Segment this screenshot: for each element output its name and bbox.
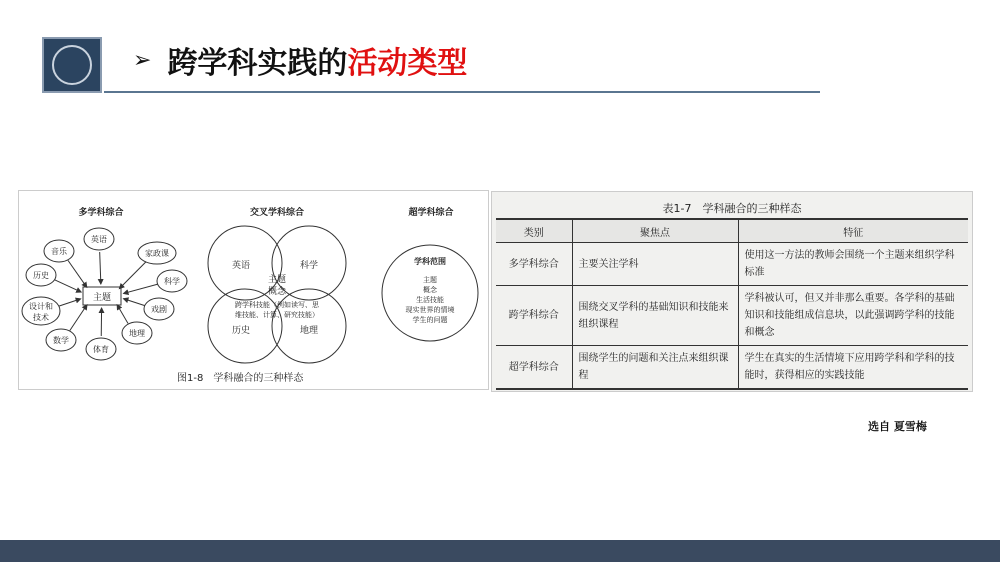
multi-subject-label: 历史 <box>33 271 49 280</box>
comparison-table <box>496 218 968 390</box>
cell-category: 跨学科综合 <box>496 286 572 346</box>
trans-heading: 超学科综合 <box>408 208 454 218</box>
school-logo <box>42 37 102 93</box>
multi-arrow <box>68 260 87 287</box>
inter-label-geography: 地理 <box>299 326 319 336</box>
multi-heading: 多学科综合 <box>78 208 124 218</box>
inter-center-theme: 主题 <box>267 275 287 285</box>
multi-arrow <box>100 252 101 284</box>
header-feature: 特征 <box>738 219 968 243</box>
multi-subject-label: 数学 <box>53 336 69 345</box>
figure-three-forms <box>18 190 489 390</box>
cell-category: 超学科综合 <box>496 346 572 390</box>
multi-arrow <box>124 284 160 294</box>
table-three-forms <box>491 191 973 392</box>
inter-skills-line2: 维技能、计算、研究技能） <box>235 311 319 319</box>
header-focus: 聚焦点 <box>572 219 738 243</box>
inter-label-science: 科学 <box>299 261 319 271</box>
trans-line-3: 生活技能 <box>416 296 444 304</box>
table-header-row <box>496 219 968 243</box>
table-row <box>496 346 968 390</box>
trans-line-1: 主题 <box>423 276 437 284</box>
title-highlight: 活动类型 <box>347 46 468 81</box>
multi-arrow <box>119 261 146 289</box>
table-title: 表1-7 学科融合的三种样态 <box>662 202 802 215</box>
source-credit: 选自 夏雪梅 <box>868 420 927 433</box>
multi-arrow <box>70 305 87 331</box>
trans-line-5: 学生的问题 <box>412 316 448 324</box>
inter-skills-line1: 跨学科技能（例如读写、思 <box>235 301 319 309</box>
multi-subject-label: 体育 <box>93 345 109 354</box>
cell-feature: 学生在真实的生活情境下应用跨学科和学科的技能时，获得相应的实践技能 <box>738 346 968 390</box>
multi-arrow <box>53 279 81 292</box>
multi-arrow <box>117 305 128 324</box>
cell-focus: 主要关注学科 <box>572 243 738 286</box>
multi-subject-label: 技术 <box>33 313 49 322</box>
trans-title: 学科范围 <box>414 257 446 266</box>
cell-focus: 围绕学生的问题和关注点来组织课程 <box>572 346 738 390</box>
trans-line-4: 现实世界的情境 <box>405 306 455 314</box>
cell-category: 多学科综合 <box>496 243 572 286</box>
arrow-bullet-icon: ➢ <box>133 47 152 73</box>
table-row <box>496 243 968 286</box>
title-main: 跨学科实践的 <box>167 46 348 81</box>
title-row <box>133 38 467 82</box>
multi-subject-label: 家政课 <box>145 249 169 258</box>
multi-subject-label: 科学 <box>164 277 180 286</box>
table-row <box>496 286 968 346</box>
multi-arrow <box>123 299 146 306</box>
cell-feature: 使用这一方法的教师会围绕一个主题来组织学科标准 <box>738 243 968 286</box>
inter-label-history: 历史 <box>231 326 251 336</box>
multi-subject-label: 戏剧 <box>151 305 167 314</box>
multi-center-label: 主题 <box>92 293 112 303</box>
inter-heading: 交叉学科综合 <box>249 208 305 218</box>
multi-subject-label: 英语 <box>91 235 107 244</box>
figure-svg <box>19 191 488 389</box>
title-underline <box>104 91 820 93</box>
cell-focus: 围绕交叉学科的基础知识和技能来组织课程 <box>572 286 738 346</box>
figure-caption: 图1-8 学科融合的三种样态 <box>177 373 304 384</box>
inter-center-concept: 概念 <box>267 287 287 297</box>
multi-subject-label: 设计和 <box>29 302 53 311</box>
header-category: 类别 <box>496 219 572 243</box>
footer-bar <box>0 540 1000 562</box>
cell-feature: 学科被认可，但又并非那么重要。各学科的基础知识和技能组成信息块，以此强调跨学科的技能和概念 <box>738 286 968 346</box>
inter-label-english: 英语 <box>231 261 251 271</box>
multi-subject-label: 音乐 <box>51 247 67 256</box>
trans-line-2: 概念 <box>423 286 437 294</box>
multi-subject-label: 地理 <box>129 329 145 338</box>
